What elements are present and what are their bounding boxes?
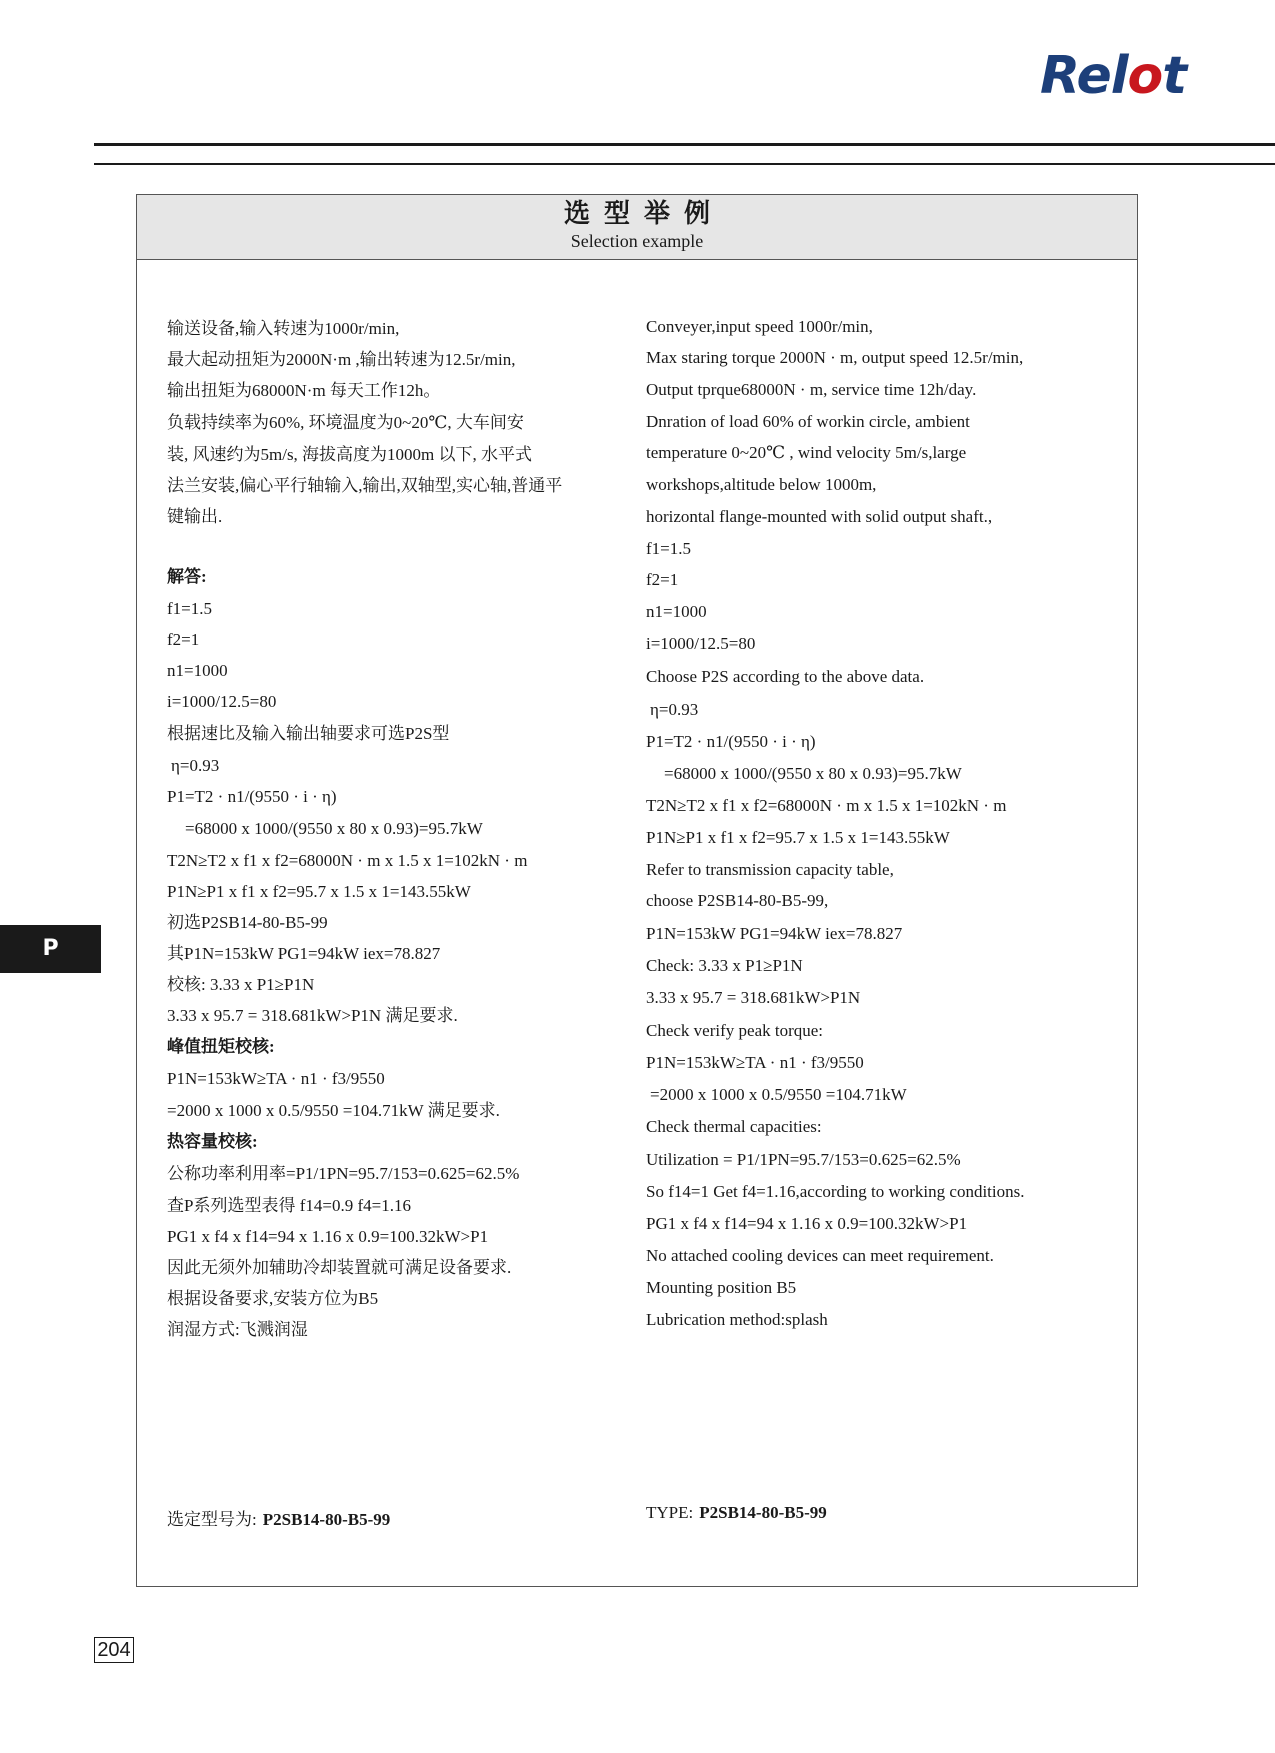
left-column-line: P1N=153kW≥TA · n1 · f3/9550: [167, 1069, 385, 1088]
right-column-line: T2N≥T2 x f1 x f2=68000N · m x 1.5 x 1=102kN · m: [646, 796, 1007, 815]
left-column-line: 热容量校核:: [167, 1132, 258, 1151]
page-number: 204: [94, 1637, 134, 1663]
left-column-line: 其P1N=153kW PG1=94kW iex=78.827: [167, 944, 441, 963]
right-column-line: f1=1.5: [646, 539, 691, 558]
right-column-line: So f14=1 Get f4=1.16,according to working conditions.: [646, 1182, 1025, 1201]
left-column-line: [167, 532, 637, 560]
right-column-line: Dnration of load 60% of workin circle, ambient: [646, 412, 970, 431]
left-column-line: 最大起动扭矩为2000N·m ,输出转速为12.5r/min,: [167, 350, 516, 369]
left-column-line: 负载持续率为60%, 环境温度为0~20℃, 大车间安: [167, 413, 524, 432]
right-column-english: [646, 311, 1131, 1336]
left-column-line: 3.33 x 95.7 = 318.681kW>P1N 满足要求.: [167, 1006, 458, 1025]
left-column-line: =2000 x 1000 x 0.5/9550 =104.71kW 满足要求.: [167, 1101, 500, 1120]
right-column-line: P1N=153kW PG1=94kW iex=78.827: [646, 924, 903, 943]
left-column-line: 校核: 3.33 x P1≥P1N: [167, 975, 315, 994]
type-label-cn: 选定型号为:: [167, 1510, 257, 1529]
left-column-line: 初选P2SB14-80-B5-99: [167, 913, 328, 932]
left-column-line: 输送设备,输入转速为1000r/min,: [167, 319, 400, 338]
left-column-line: =68000 x 1000/(9550 x 80 x 0.93)=95.7kW: [185, 819, 483, 838]
right-column-line: =2000 x 1000 x 0.5/9550 =104.71kW: [650, 1085, 907, 1104]
selected-type-en: [646, 1503, 827, 1523]
left-column-line: η=0.93: [171, 756, 220, 775]
right-column-line: Check: 3.33 x P1≥P1N: [646, 956, 803, 975]
left-column-line: 解答:: [167, 567, 207, 586]
right-column-line: f2=1: [646, 570, 679, 589]
right-column-line: Conveyer,input speed 1000r/min,: [646, 317, 873, 336]
left-column-line: f1=1.5: [167, 599, 212, 618]
left-column-line: 装, 风速约为5m/s, 海拔高度为1000m 以下, 水平式: [167, 445, 533, 464]
right-column-line: temperature 0~20℃ , wind velocity 5m/s,large: [646, 443, 967, 462]
left-column-line: 因此无须外加辅助冷却装置就可满足设备要求.: [167, 1258, 512, 1277]
right-column-line: n1=1000: [646, 602, 707, 621]
section-tab-p: P: [0, 925, 101, 973]
right-column-line: Max staring torque 2000N · m, output speed 12.5r/min,: [646, 348, 1024, 367]
left-column-line: 公称功率利用率=P1/1PN=95.7/153=0.625=62.5%: [167, 1164, 520, 1183]
left-column-chinese: [167, 313, 637, 1345]
right-column-line: i=1000/12.5=80: [646, 634, 756, 653]
right-column-line: Output tprque68000N · m, service time 12h/day.: [646, 380, 977, 399]
right-column-line: Check verify peak torque:: [646, 1021, 824, 1040]
left-column-line: P1N≥P1 x f1 x f2=95.7 x 1.5 x 1=143.55kW: [167, 882, 471, 901]
right-column-line: workshops,altitude below 1000m,: [646, 475, 877, 494]
header-rule-bottom: [94, 163, 1275, 165]
left-column-line: 输出扭矩为68000N·m 每天工作12h。: [167, 381, 441, 400]
type-label-en: TYPE:: [646, 1503, 694, 1522]
left-column-line: 键输出.: [167, 507, 223, 526]
left-column-line: 根据速比及输入输出轴要求可选P2S型: [167, 724, 450, 743]
left-column-line: P1=T2 · n1/(9550 · i · η): [167, 787, 337, 806]
right-column-line: Refer to transmission capacity table,: [646, 860, 894, 879]
left-column-line: 查P系列选型表得 f14=0.9 f4=1.16: [167, 1196, 411, 1215]
left-column-line: i=1000/12.5=80: [167, 692, 277, 711]
right-column-line: P1=T2 · n1/(9550 · i · η): [646, 732, 816, 751]
type-value-en: P2SB14-80-B5-99: [699, 1503, 827, 1522]
right-column-line: Utilization = P1/1PN=95.7/153=0.625=62.5%: [646, 1150, 961, 1169]
left-column-line: T2N≥T2 x f1 x f2=68000N · m x 1.5 x 1=102kN · m: [167, 851, 528, 870]
left-column-line: n1=1000: [167, 661, 228, 680]
right-column-line: Check thermal capacities:: [646, 1117, 822, 1136]
right-column-line: Lubrication method:splash: [646, 1310, 828, 1329]
left-column-line: 法兰安装,偏心平行轴输入,输出,双轴型,实心轴,普通平: [167, 476, 563, 495]
left-column-line: PG1 x f4 x f14=94 x 1.16 x 0.9=100.32kW>P1: [167, 1227, 489, 1246]
header-rule-top: [94, 143, 1275, 146]
right-column-line: 3.33 x 95.7 = 318.681kW>P1N: [646, 988, 861, 1007]
right-column-line: P1N≥P1 x f1 x f2=95.7 x 1.5 x 1=143.55kW: [646, 828, 950, 847]
left-column-line: f2=1: [167, 630, 200, 649]
right-column-line: No attached cooling devices can meet requirement.: [646, 1246, 994, 1265]
frame-header: [137, 195, 1137, 260]
right-column-line: Choose P2S according to the above data.: [646, 667, 925, 686]
right-column-line: η=0.93: [650, 700, 699, 719]
selected-type-cn: [167, 1505, 390, 1530]
left-column-line: 根据设备要求,安装方位为B5: [167, 1289, 379, 1308]
title-chinese: 选型举例: [563, 199, 724, 229]
type-value-cn: P2SB14-80-B5-99: [262, 1510, 391, 1529]
left-column-line: 润湿方式:飞溅润湿: [167, 1320, 308, 1339]
right-column-line: P1N=153kW≥TA · n1 · f3/9550: [646, 1053, 864, 1072]
left-column-line: 峰值扭矩校核:: [167, 1037, 275, 1056]
right-column-line: Mounting position B5: [646, 1278, 797, 1297]
title-english: Selection example: [570, 231, 704, 251]
right-column-line: choose P2SB14-80-B5-99,: [646, 891, 829, 910]
right-column-line: horizontal flange-mounted with solid output shaft.,: [646, 507, 993, 526]
right-column-line: PG1 x f4 x f14=94 x 1.16 x 0.9=100.32kW>P1: [646, 1214, 968, 1233]
right-column-line: =68000 x 1000/(9550 x 80 x 0.93)=95.7kW: [664, 764, 962, 783]
relot-logo: Relot: [1040, 46, 1187, 106]
